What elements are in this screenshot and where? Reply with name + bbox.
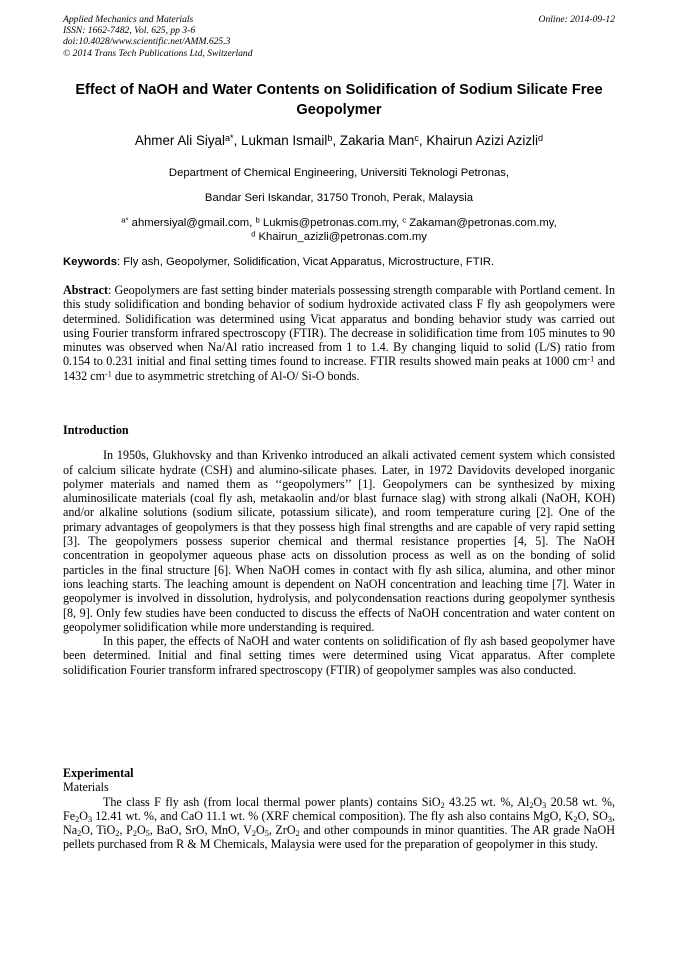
author-name: Lukman Ismail bbox=[241, 133, 328, 148]
email-line-1 bbox=[63, 216, 615, 230]
author-list: Ahmer Ali Siyal$^{a*}$, Lukman Ismail$^b$, Zakaria Man$^c$, Khairun Azizi Azizli$^d$ bbox=[134, 132, 544, 148]
email-b: Lukmis@petronas.com.my, bbox=[262, 217, 400, 229]
online-date: Online: 2014-09-12 bbox=[538, 14, 615, 25]
email-c: Zakaman@petronas.com.my, bbox=[409, 217, 557, 229]
experimental-heading: Experimental bbox=[63, 766, 134, 780]
affiliation-address: Bandar Seri Iskandar, 31750 Tronoh, Perak, Malaysia bbox=[204, 192, 474, 204]
author-name: Zakaria Man bbox=[339, 133, 415, 148]
email-mark: a* bbox=[121, 215, 129, 225]
doi-line: doi:10.4028/www.scientific.net/AMM.625.3 bbox=[63, 36, 231, 48]
email-a: ahmersiyal@gmail.com, bbox=[131, 217, 253, 229]
email-mark: c bbox=[402, 215, 407, 225]
author-mark: d bbox=[537, 132, 544, 143]
abstract bbox=[63, 283, 615, 383]
email-mark: b bbox=[255, 215, 260, 225]
journal-header bbox=[63, 14, 615, 59]
abstract-label: Abstract bbox=[63, 283, 109, 297]
keywords-label: Keywords bbox=[63, 256, 117, 268]
introduction-paragraph-2: In this paper, the effects of NaOH and water contents on solidification of fly ash based geopolymer have been determined. Initial and final setting times were determined using Vicat apparatus. After complete solidification Fourier transform infrared spectroscopy (FTIR) of geopolymer samples was also conducted. bbox=[63, 634, 615, 677]
author-mark: b bbox=[327, 132, 333, 143]
introduction-heading: Introduction bbox=[63, 423, 129, 437]
abstract-text: : Geopolymers are fast setting binder materials possessing strength comparable with Portland cement. In this study solidification and bonding behavior of sodium hydroxide activated class F fly ash geopolymers were determined. Solidification was determined using Vicat apparatus and bonding behavior study was carried out using Fourier transform infrared spectroscopy (FTIR). The decrease in solidification time from 105 minutes to 90 minutes was observed when Na/Al ratio increased from 1 to 1.4. By changing liquid to solid (L/S) ratio from 0.154 to 0.231 initial and final setting times found to increase. FTIR results showed main peaks at 1000 cm bbox=[63, 283, 615, 369]
author-mark: c bbox=[414, 132, 419, 143]
abstract-text: due to asymmetric stretching of Al-O/ Si-O bonds. bbox=[111, 368, 360, 383]
abstract-text: and 1432 cm bbox=[63, 354, 615, 383]
materials-paragraph: The class F fly ash (from local thermal power plants) contains SiO$_2$ 43.25 wt. %, $Al_2O_3$ 20.58 wt. %, $Fe_2O_3$ 12.41 wt. %, and CaO 11.1 wt. % (XRF chemical composition). The fly ash also contains MgO, $K_2O$, $SO_3$, $Na_2O$, TiO$_2$, $P_2O_5$, BaO, SrO, MnO, $V_2O_5$, ZrO$_2$ and other compounds in minor quantities. The AR grade NaOH pellets purchased from R & M Chemicals, Malaysia were used for the preparation of geopolymer in this study. bbox=[63, 794, 615, 852]
experimental-section bbox=[63, 766, 615, 852]
email-mark: d bbox=[251, 229, 256, 239]
introduction-section bbox=[63, 423, 615, 677]
materials-subheading: Materials bbox=[63, 780, 109, 795]
abstract-sup: -1 bbox=[105, 369, 112, 379]
email-d: Khairun_azizli@petronas.com.my bbox=[258, 231, 427, 243]
author-emails bbox=[63, 216, 615, 244]
issn-line: ISSN: 1662-7482, Vol. 625, pp 3-6 bbox=[63, 25, 196, 37]
affiliation-department: Department of Chemical Engineering, Universiti Teknologi Petronas, bbox=[168, 167, 510, 179]
introduction-paragraph-1: In 1950s, Glukhovsky and than Krivenko introduced an alkali activated cement system which consisted of calcium silicate hydrate (CSH) and alumino-silicate phases. Later, in 1972 Davidovits developed inorganic polymer materials and named them as ‘‘geopolymers’’ [1]. Geopolymers can be synthesized by mixing aluminosilicate materials (coal fly ash, metakaolin and/or blast furnace slag) with strong alkali (NaOH, KOH) and/or alkaline solutions (sodium silicate, potassium silicate), and room temperature curing [2]. One of the primary advantages of geopolymers is that they possess high final strengths and are capable of very rapid setting [3]. The geopolymers possess superior chemical and thermal resistance properties [4, 5]. The NaOH concentration in geopolymer aqueous phase acts on dissolution process as well as on the bonding of solid particles in the final structure [6]. When NaOH comes in contact with fly ash silica, alumina, and other minor ions leaching starts. The leaching amount is dependent on NaOH concentration and leaching time [7]. Water in geopolymer is involved in dissolution, hydrolysis, and polycondensation reactions during geopolymer synthesis [8, 9]. Only few studies have been conducted to discuss the effects of NaOH concentration and water content on geopolymer solidification while more understanding is required. bbox=[63, 448, 615, 634]
author-mark: a* bbox=[224, 132, 234, 143]
abstract-sup: -1 bbox=[587, 354, 595, 364]
author-name: Ahmer Ali Siyal bbox=[134, 133, 225, 148]
copyright-line: © 2014 Trans Tech Publications Ltd, Switzerland bbox=[63, 47, 253, 59]
paper-title: Effect of NaOH and Water Contents on Solidification of Sodium Silicate Free Geopolymer bbox=[75, 82, 603, 118]
keywords bbox=[63, 255, 615, 269]
keywords-text: : Fly ash, Geopolymer, Solidification, Vicat Apparatus, Microstructure, FTIR. bbox=[117, 256, 495, 268]
journal-name: Applied Mechanics and Materials bbox=[63, 14, 194, 25]
author-name: Khairun Azizi Azizli bbox=[426, 133, 538, 148]
email-line-2 bbox=[63, 230, 615, 244]
